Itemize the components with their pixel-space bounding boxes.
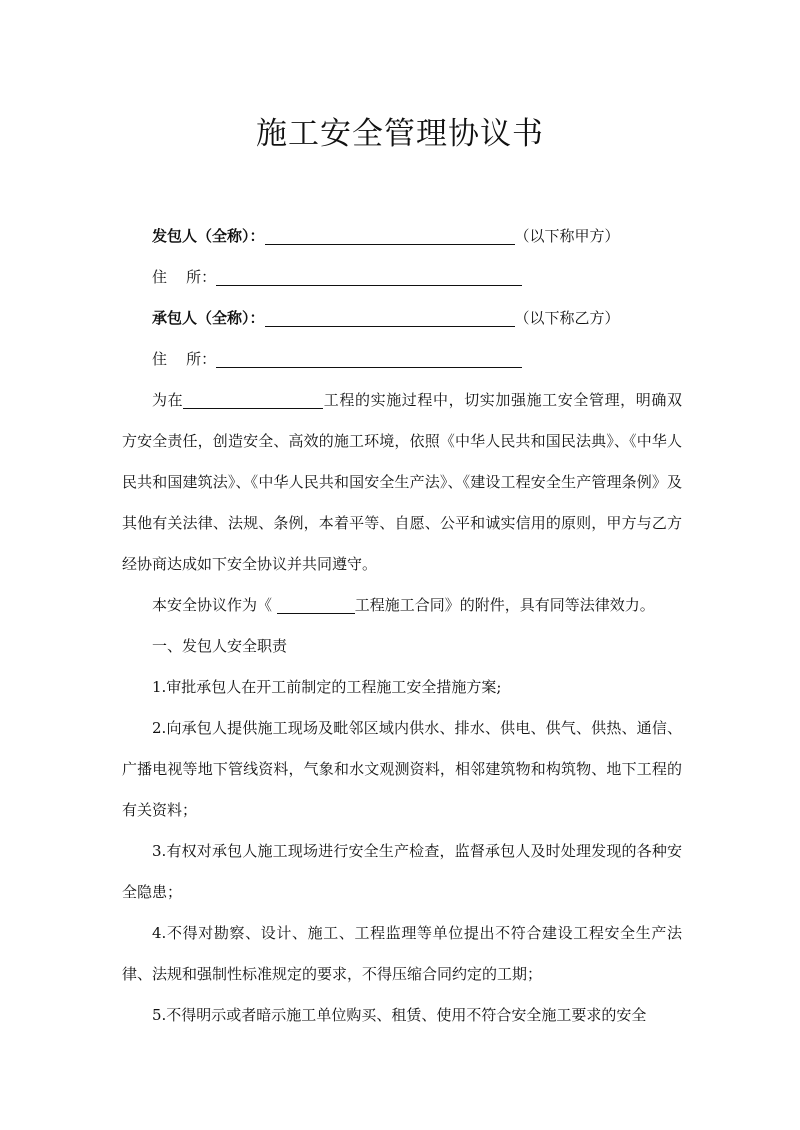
party-b-suffix: （以下称乙方） — [514, 309, 620, 327]
list-item: 2.向承包人提供施工现场及毗邻区域内供水、排水、供电、供气、供热、通信、广播电视等地下管线资料，气象和水文观测资料，相邻建筑物和构筑物、地下工程的有关资料； — [122, 719, 682, 819]
party-a-label: 发包人（全称）： — [152, 227, 265, 245]
list-item: 3.有权对承包人施工现场进行安全生产检查，监督承包人及时处理发现的各种安全隐患； — [122, 842, 682, 901]
party-a-address-blank[interactable] — [216, 269, 522, 286]
attachment-prefix: 本安全协议作为《 — [152, 596, 277, 614]
party-b-label: 承包人（全称）： — [152, 309, 265, 327]
party-a-line — [152, 226, 620, 246]
intro-paragraph — [122, 380, 682, 585]
party-b-address-line — [152, 349, 522, 369]
document-title: 施工安全管理协议书 — [256, 116, 544, 152]
attachment-paragraph — [122, 585, 682, 626]
agreement-body — [122, 380, 682, 1036]
party-a-name-blank[interactable] — [265, 228, 515, 245]
party-a-suffix: （以下称甲方） — [514, 227, 620, 245]
party-b-address-blank[interactable] — [216, 351, 522, 368]
project-name-blank[interactable] — [183, 392, 323, 409]
party-a-address-line — [152, 267, 522, 287]
list-item: 5.不得明示或者暗示施工单位购买、租赁、使用不符合安全施工要求的安全 — [152, 1006, 647, 1024]
party-a-address-label: 住 所： — [152, 268, 217, 286]
contract-name-blank[interactable] — [277, 597, 355, 614]
section-heading: 一、发包人安全职责 — [152, 637, 288, 655]
party-b-address-label: 住 所： — [152, 350, 217, 368]
list-item: 1.审批承包人在开工前制定的工程施工安全措施方案; — [152, 678, 502, 696]
attachment-suffix: 工程施工合同》的附件，具有同等法律效力。 — [354, 596, 655, 614]
party-b-name-blank[interactable] — [265, 310, 515, 327]
party-b-line — [152, 308, 620, 328]
intro-prefix: 为在 — [152, 391, 184, 409]
list-item: 4.不得对勘察、设计、施工、工程监理等单位提出不符合建设工程安全生产法律、法规和强制性标准规定的要求，不得压缩合同约定的工期； — [122, 924, 682, 983]
intro-text: 工程的实施过程中，切实加强施工安全管理，明确双方安全责任，创造安全、高效的施工环境，依照《中华人民共和国民法典》、《中华人民共和国建筑法》、《中华人民共和国安全生产法》、《建设工程安全生产管理条例》及其他有关法律、法规、条例，本着平等、自愿、公平和诚实信用的原则，甲方与乙方经协商达成如下安全协议并共同遵守。 — [122, 391, 682, 573]
